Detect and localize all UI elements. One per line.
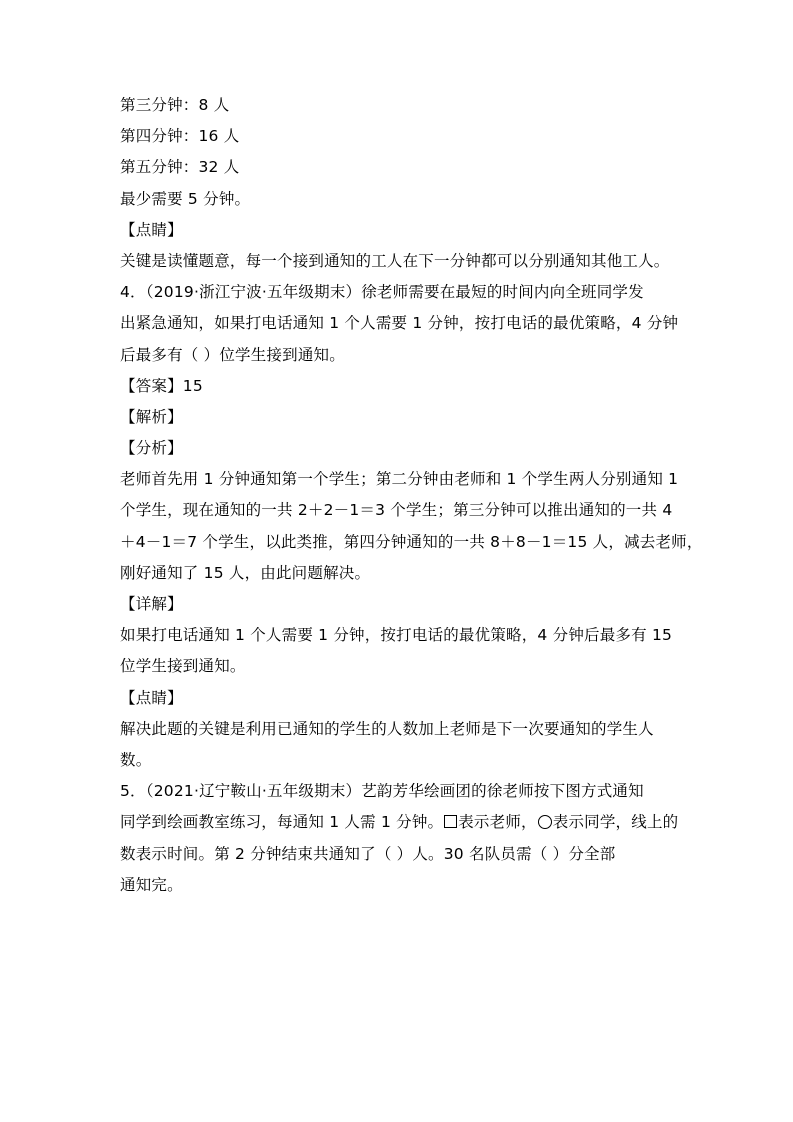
question-line-part1: 表示老师， (458, 813, 537, 832)
section-heading: 【详解】 (120, 595, 183, 613)
section-heading: 【点睛】 (120, 688, 183, 707)
text-line: ＋4－1＝7 个学生，以此类推，第四分钟通知的一共 8＋8－1＝15 人，减去老师， (120, 532, 703, 551)
question-line (120, 807, 680, 838)
text-line: 关键是读懂题意，每一个接到通知的工人在下一分钟都可以分别通知其他工人。 (120, 251, 670, 270)
answer-line: 【答案】15 (120, 376, 203, 395)
section-heading: 【分析】 (120, 439, 183, 458)
text-line: 老师首先用 1 分钟通知第一个学生；第二分钟由老师和 1 个学生两人分别通知 1 (120, 470, 679, 489)
question-line: 4．（2019·浙江宁波·五年级期末）徐老师需要在最短的时间内向全班同学发 (120, 283, 644, 302)
text-line: 数。 (120, 750, 152, 769)
text-line: 第四分钟：16 人 (120, 127, 240, 146)
question-line: 数表示时间。第 2 分钟结束共通知了（ ）人。30 名队员需（ ）分全部 (120, 844, 616, 863)
text-line: 个学生，现在通知的一共 2＋2－1＝3 个学生；第三分钟可以推出通知的一共 4 (120, 501, 673, 520)
question-line-start: 同学到绘画教室练习，每通知 1 人需 1 分钟。 (120, 813, 444, 832)
text-line: 位学生接到通知。 (120, 657, 246, 676)
document-page (120, 90, 703, 901)
text-line: 解决此题的关键是利用已通知的学生的人数加上老师是下一次要通知的学生人 (120, 719, 654, 738)
question-line: 通知完。 (120, 875, 183, 894)
question-line: 后最多有（ ）位学生接到通知。 (120, 345, 345, 364)
text-line: 最少需要 5 分钟。 (120, 189, 251, 208)
circle-icon (538, 815, 552, 829)
section-heading: 【点睛】 (120, 220, 183, 239)
square-icon (444, 815, 457, 828)
question-line: 5．（2021·辽宁鞍山·五年级期末）艺韵芳华绘画团的徐老师按下图方式通知 (120, 782, 644, 801)
question-line: 出紧急通知，如果打电话通知 1 个人需要 1 分钟，按打电话的最优策略，4 分钟 (120, 314, 679, 333)
text-line: 第三分钟：8 人 (120, 96, 230, 114)
text-line: 如果打电话通知 1 个人需要 1 分钟，按打电话的最优策略，4 分钟后最多有 15 (120, 626, 673, 645)
section-heading: 【解析】 (120, 407, 183, 426)
text-line: 刚好通知了 15 人，由此问题解决。 (120, 563, 371, 582)
text-line: 第五分钟：32 人 (120, 158, 240, 177)
question-line-part2: 表示同学，线上的 (552, 813, 679, 832)
